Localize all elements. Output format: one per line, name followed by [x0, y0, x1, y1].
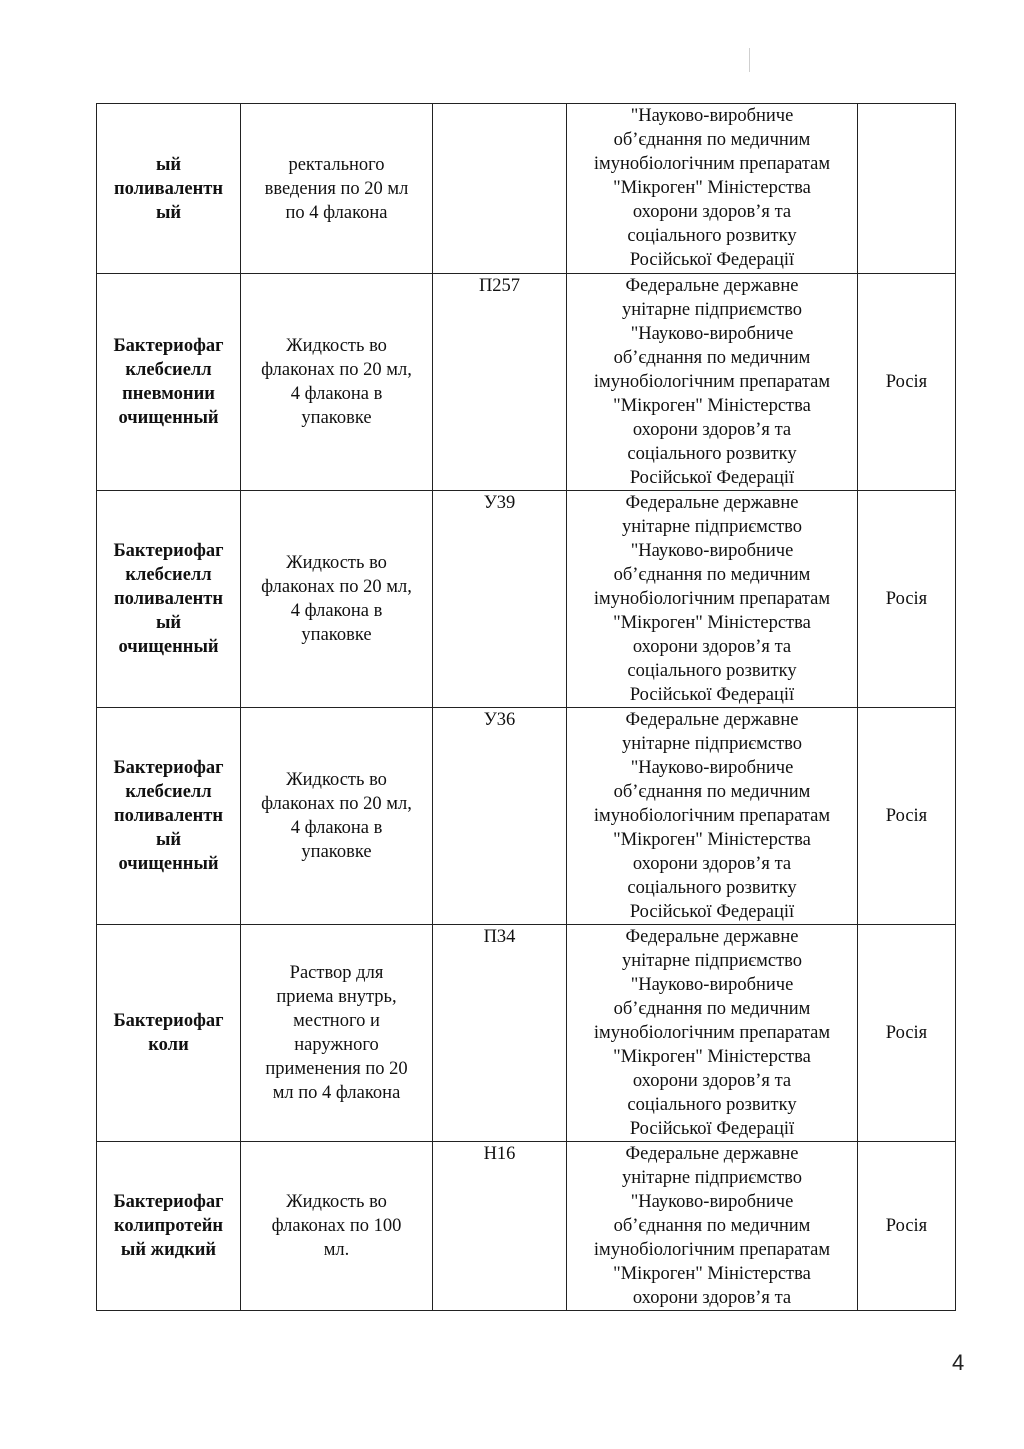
manufacturer-cell-line: імунобіологічним препаратам: [593, 372, 831, 392]
page-number: 4: [952, 1350, 965, 1375]
manufacturer-cell: [567, 274, 858, 491]
product-name-cell: [97, 104, 241, 274]
product-name-cell-line: клебсиелл: [125, 565, 212, 585]
manufacturer-cell-line: охорони здоров’я та: [632, 202, 792, 222]
table-row: [97, 104, 956, 274]
manufacturer-cell-line: імунобіологічним препаратам: [593, 589, 831, 609]
manufacturer-cell: [567, 104, 858, 274]
manufacturer-cell-line: Російської Федерації: [629, 250, 795, 270]
registry-table: [96, 103, 956, 1311]
product-name-cell-line: клебсиелл: [125, 360, 212, 380]
manufacturer-cell-line: "Мікроген" Міністерства: [613, 178, 811, 198]
product-name-cell-line: Бактериофаг: [113, 1011, 224, 1031]
manufacturer-cell-line: "Мікроген" Міністерства: [613, 613, 811, 633]
table-row: [97, 1142, 956, 1311]
manufacturer-cell-line: "Науково-виробниче: [630, 758, 794, 778]
manufacturer-cell-line: Російської Федерації: [629, 1119, 795, 1139]
product-name-cell: [97, 1142, 241, 1311]
product-name-cell-line: поливалентн: [113, 589, 224, 609]
registration-code-cell: П34: [433, 925, 567, 1142]
manufacturer-cell-line: соціального розвитку: [627, 661, 797, 681]
manufacturer-cell-line: "Мікроген" Міністерства: [613, 830, 811, 850]
dosage-form-cell-line: флаконах по 20 мл,: [261, 577, 412, 597]
manufacturer-cell-line: Федеральне державне: [625, 710, 799, 730]
dosage-form-cell: [241, 274, 433, 491]
country-cell: Росія: [858, 1142, 956, 1311]
manufacturer-cell-line: унітарне підприємство: [621, 951, 803, 971]
manufacturer-cell-line: "Науково-виробниче: [630, 106, 794, 126]
dosage-form-cell-line: Жидкость во: [286, 553, 387, 573]
country-cell: [858, 104, 956, 274]
product-name-cell-line: ый жидкий: [120, 1240, 217, 1260]
manufacturer-cell-line: об’єднання по медичним: [613, 999, 811, 1019]
manufacturer-cell-line: "Мікроген" Міністерства: [613, 396, 811, 416]
manufacturer-cell-line: Федеральне державне: [625, 493, 799, 513]
dosage-form-cell-line: наружного: [294, 1035, 379, 1055]
registration-code-cell: П257: [433, 274, 567, 491]
product-name-cell-line: Бактериофаг: [113, 758, 224, 778]
manufacturer-cell-line: об’єднання по медичним: [613, 1216, 811, 1236]
dosage-form-cell-line: по 4 флакона: [285, 202, 388, 223]
manufacturer-cell-line: Федеральне державне: [625, 1144, 799, 1164]
table-row: [97, 491, 956, 708]
registry-table-body: [97, 104, 956, 1311]
manufacturer-cell-line: "Мікроген" Міністерства: [613, 1047, 811, 1067]
manufacturer-cell-line: імунобіологічним препаратам: [593, 1240, 831, 1260]
manufacturer-cell-line: охорони здоров’я та: [632, 854, 792, 874]
product-name-cell: [97, 491, 241, 708]
dosage-form-cell-line: Жидкость во: [286, 770, 387, 790]
manufacturer-cell-line: Російської Федерації: [629, 685, 795, 705]
dosage-form-cell-line: введения по 20 мл: [264, 178, 409, 199]
dosage-form-cell-line: упаковке: [301, 842, 372, 862]
dosage-form-cell-line: 4 флакона в: [290, 384, 383, 404]
manufacturer-cell-line: охорони здоров’я та: [632, 1071, 792, 1091]
dosage-form-cell-line: флаконах по 100: [271, 1216, 402, 1236]
manufacturer-cell-line: охорони здоров’я та: [632, 637, 792, 657]
country-cell: Росія: [858, 925, 956, 1142]
product-name-cell-line: ый: [155, 613, 182, 633]
registration-code-cell: [433, 104, 567, 274]
manufacturer-cell: [567, 1142, 858, 1311]
manufacturer-cell-line: Федеральне державне: [625, 276, 799, 296]
manufacturer-cell-line: "Науково-виробниче: [630, 975, 794, 995]
manufacturer-cell-line: об’єднання по медичним: [613, 565, 811, 585]
product-name-cell-line: поливалентн: [113, 178, 224, 199]
dosage-form-cell-line: Жидкость во: [286, 336, 387, 356]
product-name-cell-line: клебсиелл: [125, 782, 212, 802]
manufacturer-cell-line: імунобіологічним препаратам: [593, 154, 831, 174]
manufacturer-cell-line: Російської Федерації: [629, 902, 795, 922]
manufacturer-cell-line: охорони здоров’я та: [632, 1288, 792, 1308]
manufacturer-cell-line: соціального розвитку: [627, 226, 797, 246]
product-name-cell-line: очищенный: [118, 408, 219, 428]
manufacturer-cell-line: "Науково-виробниче: [630, 1192, 794, 1212]
manufacturer-cell-line: унітарне підприємство: [621, 734, 803, 754]
product-name-cell-line: Бактериофаг: [113, 541, 224, 561]
manufacturer-cell-line: об’єднання по медичним: [613, 130, 811, 150]
manufacturer-cell-line: об’єднання по медичним: [613, 782, 811, 802]
manufacturer-cell-line: соціального розвитку: [627, 878, 797, 898]
country-cell: Росія: [858, 491, 956, 708]
dosage-form-cell: [241, 925, 433, 1142]
registration-code-cell: У36: [433, 708, 567, 925]
dosage-form-cell-line: применения по 20: [265, 1059, 408, 1079]
dosage-form-cell-line: мл.: [323, 1240, 350, 1260]
country-cell: Росія: [858, 274, 956, 491]
dosage-form-cell-line: 4 флакона в: [290, 601, 383, 621]
dosage-form-cell-line: местного и: [293, 1011, 380, 1031]
manufacturer-cell-line: "Мікроген" Міністерства: [613, 1264, 811, 1284]
manufacturer-cell-line: імунобіологічним препаратам: [593, 806, 831, 826]
dosage-form-cell: [241, 104, 433, 274]
dosage-form-cell-line: приема внутрь,: [276, 987, 397, 1007]
manufacturer-cell: [567, 491, 858, 708]
dosage-form-cell-line: Жидкость во: [286, 1192, 387, 1212]
product-name-cell-line: ый: [155, 154, 182, 175]
dosage-form-cell-line: упаковке: [301, 625, 372, 645]
registration-code-cell: Н16: [433, 1142, 567, 1311]
product-name-cell-line: коли: [148, 1035, 189, 1055]
dosage-form-cell-line: Раствор для: [289, 963, 384, 983]
dosage-form-cell: [241, 708, 433, 925]
product-name-cell-line: ый: [155, 202, 182, 223]
dosage-form-cell-line: ректального: [288, 154, 385, 175]
scan-artifact-mark: [749, 48, 750, 72]
table-row: [97, 708, 956, 925]
product-name-cell-line: колипротейн: [113, 1216, 224, 1236]
product-name-cell-line: очищенный: [118, 637, 219, 657]
product-name-cell: [97, 708, 241, 925]
product-name-cell-line: Бактериофаг: [113, 1192, 224, 1212]
manufacturer-cell: [567, 708, 858, 925]
manufacturer-cell-line: "Науково-виробниче: [630, 324, 794, 344]
manufacturer-cell-line: об’єднання по медичним: [613, 348, 811, 368]
dosage-form-cell-line: упаковке: [301, 408, 372, 428]
manufacturer-cell-line: унітарне підприємство: [621, 300, 803, 320]
dosage-form-cell-line: 4 флакона в: [290, 818, 383, 838]
product-name-cell-line: ый: [155, 830, 182, 850]
product-name-cell: [97, 274, 241, 491]
manufacturer-cell-line: соціального розвитку: [627, 444, 797, 464]
product-name-cell-line: очищенный: [118, 854, 219, 874]
manufacturer-cell-line: Російської Федерації: [629, 468, 795, 488]
dosage-form-cell: [241, 1142, 433, 1311]
dosage-form-cell-line: мл по 4 флакона: [272, 1083, 401, 1103]
manufacturer-cell-line: імунобіологічним препаратам: [593, 1023, 831, 1043]
manufacturer-cell-line: унітарне підприємство: [621, 517, 803, 537]
dosage-form-cell: [241, 491, 433, 708]
product-name-cell-line: поливалентн: [113, 806, 224, 826]
product-name-cell-line: Бактериофаг: [113, 336, 224, 356]
manufacturer-cell-line: охорони здоров’я та: [632, 420, 792, 440]
dosage-form-cell-line: флаконах по 20 мл,: [261, 360, 412, 380]
product-name-cell: [97, 925, 241, 1142]
table-row: [97, 274, 956, 491]
manufacturer-cell-line: унітарне підприємство: [621, 1168, 803, 1188]
manufacturer-cell-line: "Науково-виробниче: [630, 541, 794, 561]
manufacturer-cell-line: Федеральне державне: [625, 927, 799, 947]
manufacturer-cell: [567, 925, 858, 1142]
country-cell: Росія: [858, 708, 956, 925]
dosage-form-cell-line: флаконах по 20 мл,: [261, 794, 412, 814]
manufacturer-cell-line: соціального розвитку: [627, 1095, 797, 1115]
registration-code-cell: У39: [433, 491, 567, 708]
product-name-cell-line: пневмонии: [122, 384, 215, 404]
table-row: [97, 925, 956, 1142]
